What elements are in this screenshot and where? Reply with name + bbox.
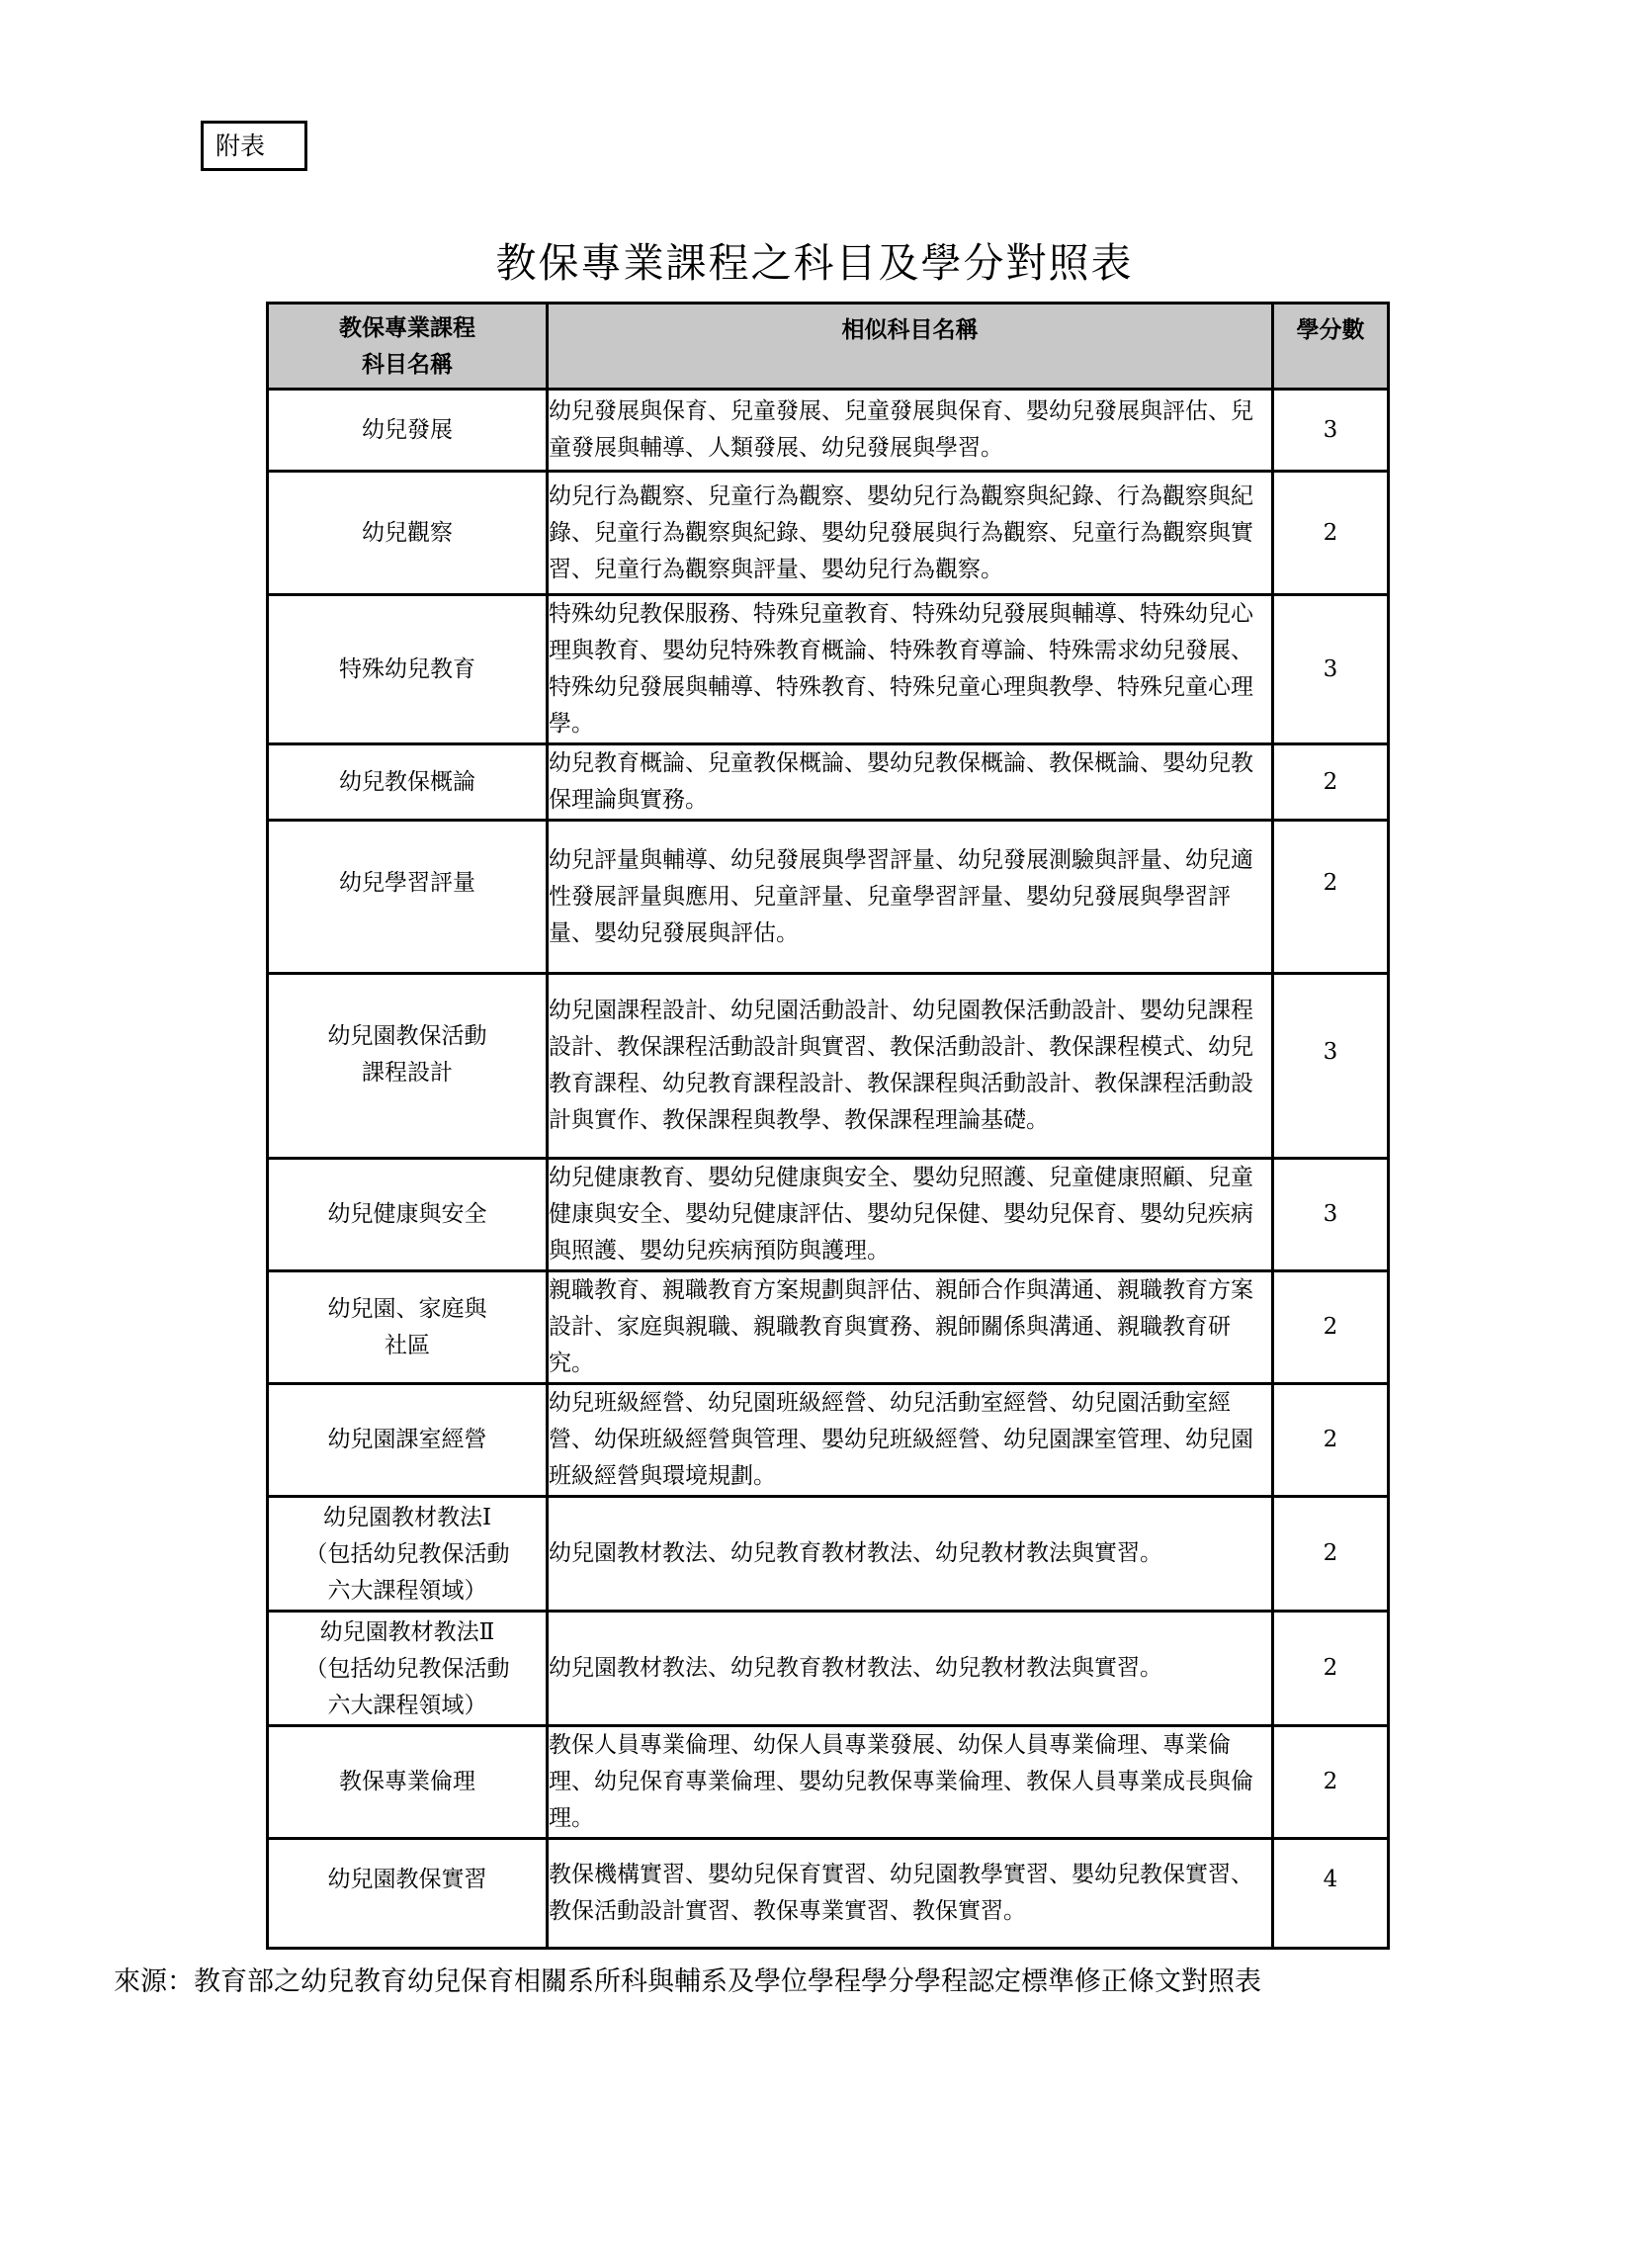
page-title: 教保專業課程之科目及學分對照表 <box>495 239 1134 287</box>
course-credit-table <box>266 302 1390 1950</box>
subject-line1: 幼兒園教材教法Ⅰ <box>322 1505 492 1530</box>
credits-cell: 2 <box>1273 1497 1389 1612</box>
subject-cell: 幼兒觀察 <box>268 472 548 595</box>
similar-cell: 幼兒園教材教法、幼兒教育教材教法、幼兒教材教法與實習。 <box>548 1497 1273 1612</box>
similar-cell: 親職教育、親職教育方案規劃與評估、親師合作與溝通、親職教育方案設計、家庭與親職、親職教育與實務、親師關係與溝通、親職教育研究。 <box>548 1271 1273 1384</box>
subject-cell: 幼兒健康與安全 <box>268 1159 548 1271</box>
table-header-row <box>268 304 1389 390</box>
table-row <box>268 472 1389 595</box>
header-subject-line2: 科目名稱 <box>362 352 453 378</box>
subject-cell: 教保專業倫理 <box>268 1726 548 1839</box>
subject-line1: 幼兒園教材教法Ⅱ <box>319 1619 495 1645</box>
credits-cell: 2 <box>1273 472 1389 595</box>
attachment-label: 附表 <box>201 121 307 171</box>
credits-cell: 4 <box>1273 1839 1389 1949</box>
credits-cell: 3 <box>1273 1159 1389 1271</box>
credits-cell: 3 <box>1273 390 1389 472</box>
credits-cell: 2 <box>1273 1726 1389 1839</box>
header-similar <box>548 304 1273 390</box>
similar-cell: 教保人員專業倫理、幼保人員專業發展、幼保人員專業倫理、專業倫理、幼兒保育專業倫理、嬰幼兒教保專業倫理、教保人員專業成長與倫理。 <box>548 1726 1273 1839</box>
subject-line1: 幼兒園教保活動 <box>327 1023 487 1049</box>
similar-cell: 幼兒教育概論、兒童教保概論、嬰幼兒教保概論、教保概論、嬰幼兒教保理論與實務。 <box>548 744 1273 821</box>
similar-cell: 特殊幼兒教保服務、特殊兒童教育、特殊幼兒發展與輔導、特殊幼兒心理與教育、嬰幼兒特殊教育概論、特殊教育導論、特殊需求幼兒發展、特殊幼兒發展與輔導、特殊教育、特殊兒童心理與教學、特殊兒童心理學。 <box>548 595 1273 744</box>
header-credits-label: 學分數 <box>1296 317 1365 343</box>
subject-cell: 幼兒園教保實習 <box>268 1839 548 1949</box>
subject-cell <box>268 1612 548 1726</box>
subject-line2: （包括幼兒教保活動 <box>304 1656 510 1682</box>
subject-line2: 課程設計 <box>362 1060 453 1086</box>
subject-cell: 幼兒教保概論 <box>268 744 548 821</box>
table-row <box>268 595 1389 744</box>
similar-cell: 教保機構實習、嬰幼兒保育實習、幼兒園教學實習、嬰幼兒教保實習、教保活動設計實習、教保專業實習、教保實習。 <box>548 1839 1273 1949</box>
table-row <box>268 1612 1389 1726</box>
table-row <box>268 1384 1389 1497</box>
subject-cell: 幼兒發展 <box>268 390 548 472</box>
table-row <box>268 1271 1389 1384</box>
subject-line3: 六大課程領域） <box>327 1693 487 1718</box>
header-subject <box>268 304 548 390</box>
table-row <box>268 1497 1389 1612</box>
subject-cell <box>268 974 548 1159</box>
header-subject-line1: 教保專業課程 <box>339 315 475 341</box>
similar-cell: 幼兒園教材教法、幼兒教育教材教法、幼兒教材教法與實習。 <box>548 1612 1273 1726</box>
subject-cell: 幼兒學習評量 <box>268 821 548 974</box>
credits-cell: 2 <box>1273 744 1389 821</box>
credits-cell: 2 <box>1273 1271 1389 1384</box>
table-row <box>268 390 1389 472</box>
subject-cell <box>268 1271 548 1384</box>
subject-line2: （包括幼兒教保活動 <box>304 1541 510 1567</box>
subject-cell: 特殊幼兒教育 <box>268 595 548 744</box>
header-credits <box>1273 304 1389 390</box>
subject-line1: 幼兒園、家庭與 <box>327 1295 487 1322</box>
credits-cell: 3 <box>1273 974 1389 1159</box>
source-note: 來源：教育部之幼兒教育幼兒保育相關系所科與輔系及學位學程學分學程認定標準修正條文對照表 <box>114 1966 1261 1997</box>
similar-cell: 幼兒發展與保育、兒童發展、兒童發展與保育、嬰幼兒發展與評估、兒童發展與輔導、人類發展、幼兒發展與學習。 <box>548 390 1273 472</box>
credits-cell: 3 <box>1273 595 1389 744</box>
credits-cell: 2 <box>1273 1612 1389 1726</box>
credits-cell: 2 <box>1273 821 1389 974</box>
subject-line2: 社區 <box>385 1332 430 1358</box>
table-row <box>268 974 1389 1159</box>
table-row <box>268 744 1389 821</box>
table-row <box>268 1839 1389 1949</box>
subject-cell: 幼兒園課室經營 <box>268 1384 548 1497</box>
similar-cell: 幼兒行為觀察、兒童行為觀察、嬰幼兒行為觀察與紀錄、行為觀察與紀錄、兒童行為觀察與紀錄、嬰幼兒發展與行為觀察、兒童行為觀察與實習、兒童行為觀察與評量、嬰幼兒行為觀察。 <box>548 472 1273 595</box>
similar-cell: 幼兒班級經營、幼兒園班級經營、幼兒活動室經營、幼兒園活動室經營、幼保班級經營與管理、嬰幼兒班級經營、幼兒園課室管理、幼兒園班級經營與環境規劃。 <box>548 1384 1273 1497</box>
table-row <box>268 1726 1389 1839</box>
subject-line3: 六大課程領域） <box>327 1578 487 1604</box>
credits-cell: 2 <box>1273 1384 1389 1497</box>
table-row <box>268 821 1389 974</box>
table-row <box>268 1159 1389 1271</box>
similar-cell: 幼兒園課程設計、幼兒園活動設計、幼兒園教保活動設計、嬰幼兒課程設計、教保課程活動設計與實習、教保活動設計、教保課程模式、幼兒教育課程、幼兒教育課程設計、教保課程與活動設計、教保課程活動設計與實作、教保課程與教學、教保課程理論基礎。 <box>548 974 1273 1159</box>
similar-cell: 幼兒健康教育、嬰幼兒健康與安全、嬰幼兒照護、兒童健康照顧、兒童健康與安全、嬰幼兒健康評估、嬰幼兒保健、嬰幼兒保育、嬰幼兒疾病與照護、嬰幼兒疾病預防與護理。 <box>548 1159 1273 1271</box>
header-similar-label: 相似科目名稱 <box>841 317 979 343</box>
similar-cell: 幼兒評量與輔導、幼兒發展與學習評量、幼兒發展測驗與評量、幼兒適性發展評量與應用、兒童評量、兒童學習評量、嬰幼兒發展與學習評量、嬰幼兒發展與評估。 <box>548 821 1273 974</box>
subject-cell <box>268 1497 548 1612</box>
